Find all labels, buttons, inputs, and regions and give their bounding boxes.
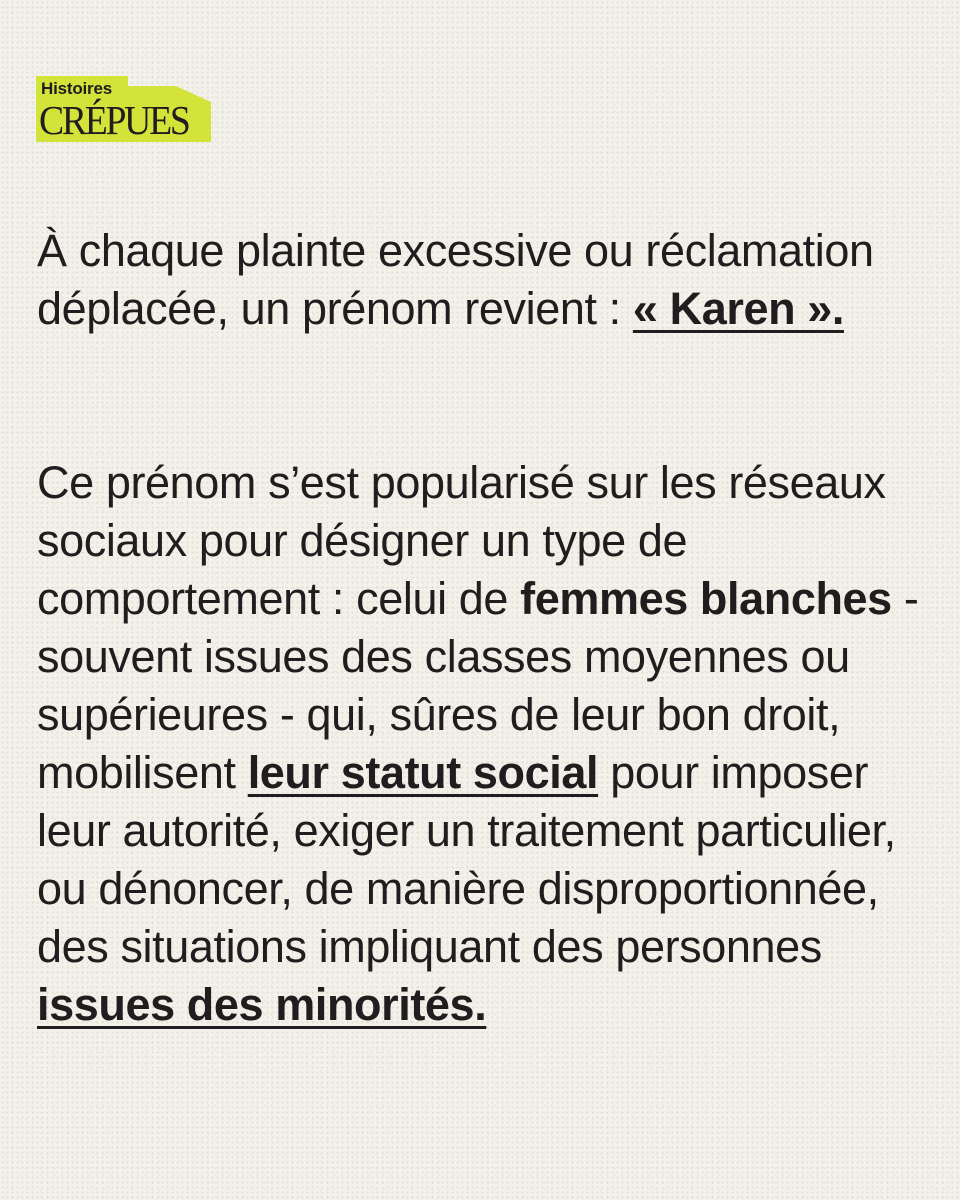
emphasis-statut-social: leur statut social [247,747,599,798]
intro-paragraph [37,222,927,338]
emphasis-femmes-blanches: femmes blanches [520,573,892,624]
definition-paragraph [37,454,927,1034]
logo-main-text: CRÉPUES [39,97,189,143]
definition-text-2: - souvent issues des classes moyennes ou supérieures - qui, sûres de leur bon droit, mobilisent [37,573,919,798]
emphasis-minorites: issues des minorités. [37,979,487,1030]
brand-logo [36,76,214,142]
logo-small-text: Histoires [41,79,112,98]
definition-text-1: Ce prénom s’est popularisé sur les réseaux sociaux pour désigner un type de comportement : celui de [37,457,886,624]
definition-text-3: pour imposer leur autorité, exiger un traitement particulier, ou dénoncer, de manière disproportionnée, des situations impliquant des personnes [37,747,896,972]
main-content [37,222,927,1034]
karen-highlight: « Karen ». [632,283,844,334]
intro-text: À chaque plainte excessive ou réclamation déplacée, un prénom revient : [37,225,874,334]
